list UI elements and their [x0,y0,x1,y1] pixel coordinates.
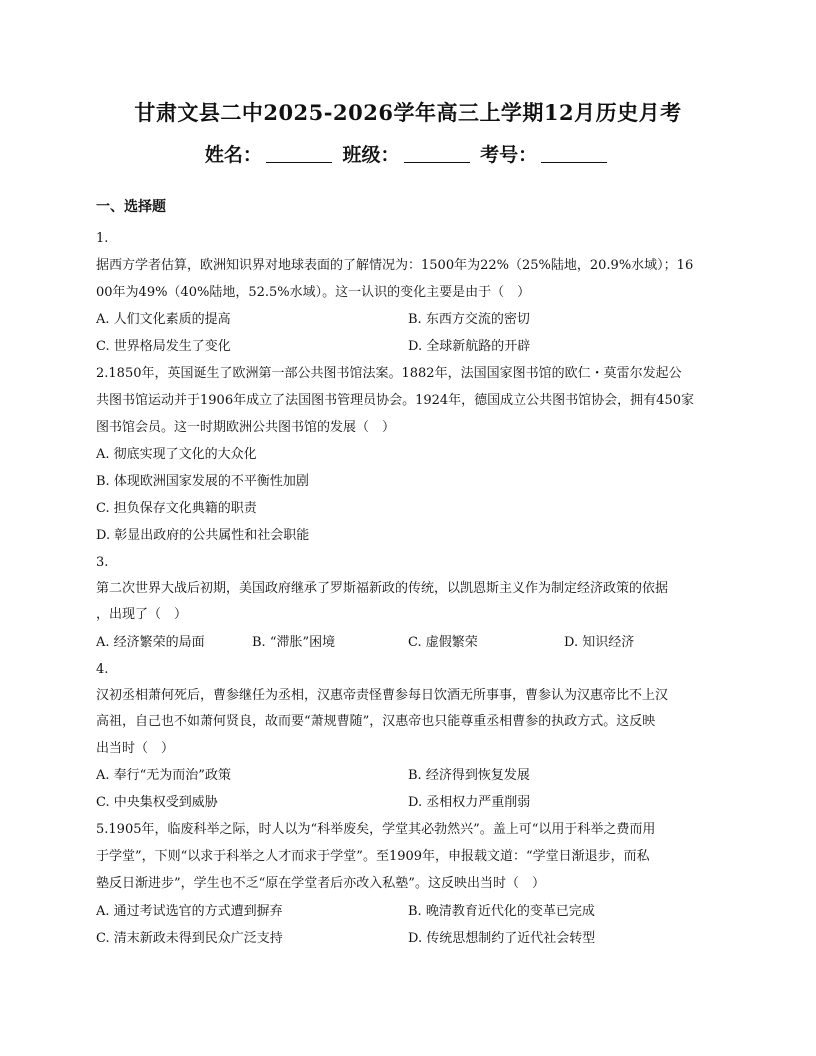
q2-option-a[interactable]: A. 彻底实现了文化的大众化 [96,447,257,462]
q4-stem-line: 出当时（ ） [96,741,175,756]
id-blank[interactable] [541,144,607,163]
section-title: 一、选择题 [96,199,166,215]
name-blank[interactable] [266,144,332,163]
q4-option-c[interactable]: C. 中央集权受到威胁 [96,795,218,810]
q1-option-b[interactable]: B. 东西方交流的密切 [408,312,530,327]
q3-stem-line: 第二次世界大战后初期，美国政府继承了罗斯福新政的传统，以凯恩斯主义作为制定经济政策的依据 [96,581,669,596]
exam-title: 甘肃文县二中2025-2026学年高三上学期12月历史月考 [134,100,682,125]
q1-option-d[interactable]: D. 全球新航路的开辟 [408,339,531,354]
q4-stem-line: 汉初丞相萧何死后，曹参继任为丞相，汉惠帝责怪曹参每日饮酒无所事事，曹参认为汉惠帝比不上汉 [96,688,669,703]
q5-option-b[interactable]: B. 晚清教育近代化的变革已完成 [408,904,595,919]
q2-stem-line: 2.1850年，英国诞生了欧洲第一部公共图书馆法案。1882年，法国国家图书馆的欧仁・莫雷尔发起公 [96,366,682,381]
q4-option-a[interactable]: A. 奉行“无为而治”政策 [96,768,231,783]
q5-option-a[interactable]: A. 通过考试选官的方式遭到摒弃 [96,904,283,919]
q1-option-a[interactable]: A. 人们文化素质的提高 [96,312,231,327]
q3-option-c[interactable]: C. 虚假繁荣 [408,635,478,650]
q3-stem-line: ，出现了（ ） [96,607,188,622]
q3-option-d[interactable]: D. 知识经济 [564,635,635,650]
q5-stem-line: 5.1905年，临废科举之际，时人以为“科举废矣，学堂其必勃然兴”。盖上可“以用于科举之费而用 [96,822,656,837]
q5-stem-line: 于学堂”，下则“以求于科举之人才而求于学堂”。至1909年，申报载文道：“学堂日渐退步，而私 [96,849,650,864]
q2-option-c[interactable]: C. 担负保存文化典籍的职责 [96,501,257,516]
q2-option-d[interactable]: D. 彰显出政府的公共属性和社会职能 [96,528,310,543]
q4-option-b[interactable]: B. 经济得到恢复发展 [408,768,530,783]
id-label: 考号： [480,144,538,166]
q1-stem-line: 据西方学者估算，欧洲知识界对地球表面的了解情况为：1500年为22%（25%陆地，20.9%水域）；16 [96,258,694,273]
class-blank[interactable] [404,144,470,163]
q2-option-b[interactable]: B. 体现欧洲国家发展的不平衡性加剧 [96,474,309,489]
q5-option-c[interactable]: C. 清末新政未得到民众广泛支持 [96,931,283,946]
q2-stem-line: 共图书馆运动并于1906年成立了法国图书管理员协会。1924年，德国成立公共图书馆协会，拥有450家 [96,393,694,408]
class-label: 班级： [342,144,400,166]
q2-stem-line: 图书馆会员。这一时期欧洲公共图书馆的发展（ ） [96,420,396,435]
student-info-row [0,140,816,167]
q1-option-c[interactable]: C. 世界格局发生了变化 [96,339,231,354]
q3-option-a[interactable]: A. 经济繁荣的局面 [96,635,205,650]
q1-stem-line: 00年为49%（40%陆地，52.5%水域）。这一认识的变化主要是由于（ ） [96,285,531,300]
q4-option-d[interactable]: D. 丞相权力严重削弱 [408,795,531,810]
q3-number: 3. [96,555,109,570]
q5-option-d[interactable]: D. 传统思想制约了近代社会转型 [408,931,596,946]
q3-option-b[interactable]: B. “滞胀”困境 [252,635,336,650]
q4-number: 4. [96,662,109,677]
q5-stem-line: 塾反日渐进步”，学生也不乏“原在学堂者后亦改入私塾”。这反映出当时（ ） [96,876,545,891]
name-label: 姓名： [204,144,262,166]
q1-number: 1. [96,231,109,246]
q4-stem-line: 高祖，自己也不如萧何贤良，故而要“萧规曹随”，汉惠帝也只能尊重丞相曹参的执政方式。这反映 [96,714,656,729]
